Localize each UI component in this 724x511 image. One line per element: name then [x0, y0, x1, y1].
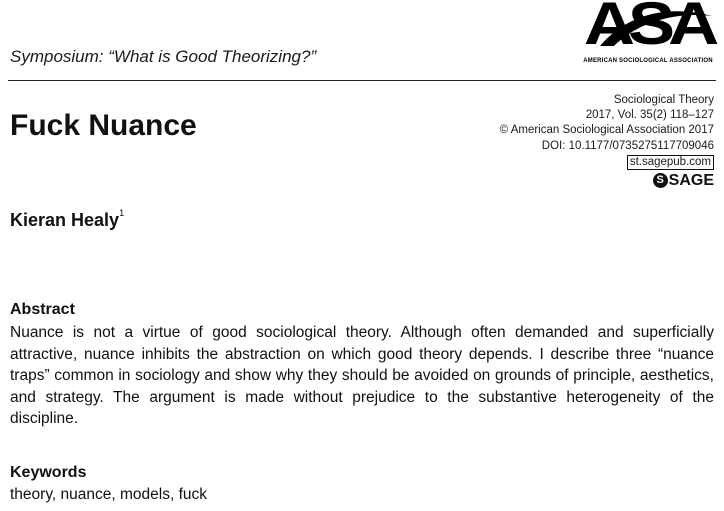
- author-affiliation-mark[interactable]: 1: [119, 208, 125, 218]
- doi-line: DOI: 10.1177/0735275117709046: [541, 139, 714, 152]
- journal-name: Sociological Theory: [613, 94, 714, 106]
- author-name-text: Kieran Healy: [10, 210, 120, 230]
- volume-info: 2017, Vol. 35(2) 118–127: [585, 109, 714, 122]
- keywords-heading: Keywords: [10, 464, 87, 481]
- asa-logo-subtitle: AMERICAN SOCIOLOGICAL ASSOCIATION: [583, 58, 713, 64]
- abstract-heading: Abstract: [10, 301, 75, 318]
- asa-logo-text: ASA: [583, 0, 713, 57]
- article-title: Fuck Nuance: [10, 109, 197, 142]
- sage-logo-icon: S: [653, 173, 668, 188]
- article-meta: [500, 93, 714, 188]
- symposium-label: Symposium: “What is Good Theorizing?”: [10, 47, 317, 66]
- journal-url-link[interactable]: st.sagepub.com: [627, 155, 714, 170]
- asa-logo: [580, 2, 716, 68]
- copyright-line: © American Sociological Association 2017: [499, 124, 714, 137]
- sage-logo-text: SAGE: [668, 172, 714, 190]
- sage-logo: [653, 173, 714, 188]
- keywords-text: theory, nuance, models, fuck: [10, 486, 208, 503]
- header-rule: [8, 80, 716, 81]
- abstract-text: Nuance is not a virtue of good sociological theory. Although often demanded and superficially attractive, nuance inhibits the abstraction on which good theory depends. I describe three “nuance traps” common in sociology and show why they should be avoided on grounds of principle, aesthetics, and strategy. The argument is made without prejudice to the substantive heterogeneity of the discipline.: [10, 324, 714, 427]
- author-name: [10, 210, 124, 231]
